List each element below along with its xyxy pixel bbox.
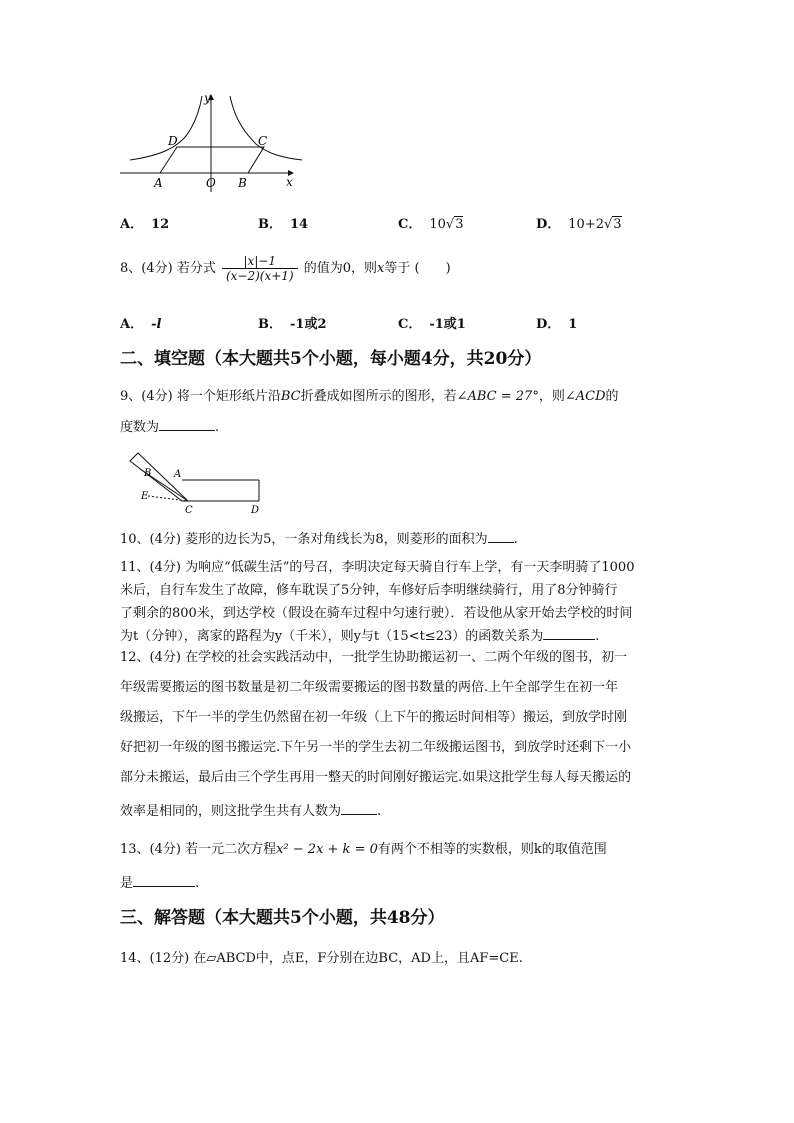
question-9: 9、(4分) 将一个矩形纸片沿BC折叠成如图所示的图形，若∠ABC = 27°，则∠ACD的 (120, 389, 619, 404)
label-d: D (168, 134, 178, 148)
q7-option-b[interactable]: B． 14 (258, 217, 309, 232)
q7-option-d[interactable]: D． 10+2√3 (536, 217, 622, 232)
question-12-line-5: 部分未搬运，最后由三个学生再用一整天的时间刚好搬运完.如果这批学生每人每天搬运的 (120, 770, 632, 785)
question-12-line-4: 好把初一年级的图书搬运完.下午另一半的学生去初二年级搬运图书，到放学时还剩下一小 (120, 740, 632, 755)
question-11-line-1: 11、(4分) 为响应“低碳生活”的号召，李明决定每天骑自行车上学，有一天李明骑了1000 (120, 560, 635, 575)
answer-blank[interactable] (133, 874, 195, 887)
question-11-line-2: 米后，自行车发生了故障，修车耽误了5分钟，车修好后李明继续骑行，用了8分钟骑行 (120, 583, 618, 598)
label-c: C (258, 134, 268, 148)
folded-rectangle-figure (126, 448, 271, 518)
question-9-line-2: 度数为 . (120, 420, 220, 435)
hyperbola-parallelogram-figure (118, 90, 308, 195)
section-3-heading: 三、解答题（本大题共5个小题，共48分） (120, 908, 445, 928)
q7-option-c[interactable]: C． 10√3 (398, 217, 464, 232)
label-b: B (144, 468, 152, 479)
label-x: x (286, 175, 293, 189)
parallelogram-abcd (160, 147, 264, 173)
label-o: O (206, 176, 216, 190)
answer-blank[interactable] (341, 802, 377, 815)
fraction-expression: $\frac{|x|-1}{(x-2)(x+1)}$ (222, 254, 298, 283)
q8-option-d[interactable]: D． 1 (536, 317, 578, 332)
right-hyperbola-branch (230, 96, 302, 160)
question-12-line-1: 12、(4分) 在学校的社会实践活动中，一批学生协助搬运初一、二两个年级的图书，初一 (120, 650, 628, 665)
question-14: 14、(12分) 在▱ABCD中，点E，F分别在边BC，AD上，且AF=CE. (120, 951, 523, 966)
question-13-line-2: 是 . (120, 876, 200, 891)
label-d: D (251, 505, 260, 516)
question-13: 13、(4分) 若一元二次方程x² − 2x + k = 0有两个不相等的实数根，则k的取值范围 (120, 842, 607, 857)
section-2-heading: 二、填空题（本大题共5个小题，每小题4分，共20分） (120, 349, 542, 369)
question-11-line-4: 为t（分钟），离家的路程为y（千米），则y与t（15<t≤23）的函数关系为 . (120, 629, 600, 644)
answer-blank[interactable] (159, 418, 215, 431)
q8-option-b[interactable]: B． -1或2 (258, 317, 327, 332)
question-12-line-3: 级搬运，下午一半的学生仍然留在初一年级（上下午的搬运时间相等）搬运，到放学时刚 (120, 710, 628, 725)
left-hyperbola-branch (130, 96, 202, 160)
label-e: E (141, 491, 149, 502)
label-b: B (238, 176, 247, 190)
answer-blank[interactable] (543, 627, 595, 640)
q8-option-c[interactable]: C． -1或1 (398, 317, 466, 332)
label-a: A (154, 176, 163, 190)
label-y: y (204, 91, 211, 105)
q7-option-a[interactable]: A． 12 (120, 217, 170, 232)
question-12-line-6: 效率是相同的，则这批学生共有人数为 . (120, 804, 382, 819)
question-8: 8、(4分) 若分式 $\frac{|x|-1}{(x-2)(x+1)}$ 的值为0，则x等于 ( ) (120, 254, 451, 283)
label-a: A (174, 469, 182, 480)
q8-option-a[interactable]: A． -l (120, 317, 162, 332)
answer-blank[interactable] (488, 530, 514, 543)
question-11-line-3: 了剩余的800米，到达学校（假设在骑车过程中匀速行驶）．若设他从家开始去学校的时间 (120, 606, 633, 621)
label-c: C (185, 505, 193, 516)
question-10: 10、(4分) 菱形的边长为5，一条对角线长为8，则菱形的面积为 . (120, 532, 518, 547)
question-12-line-2: 年级需要搬运的图书数量是初二年级需要搬运的图书数量的两倍.上午全部学生在初一年 (120, 680, 619, 695)
